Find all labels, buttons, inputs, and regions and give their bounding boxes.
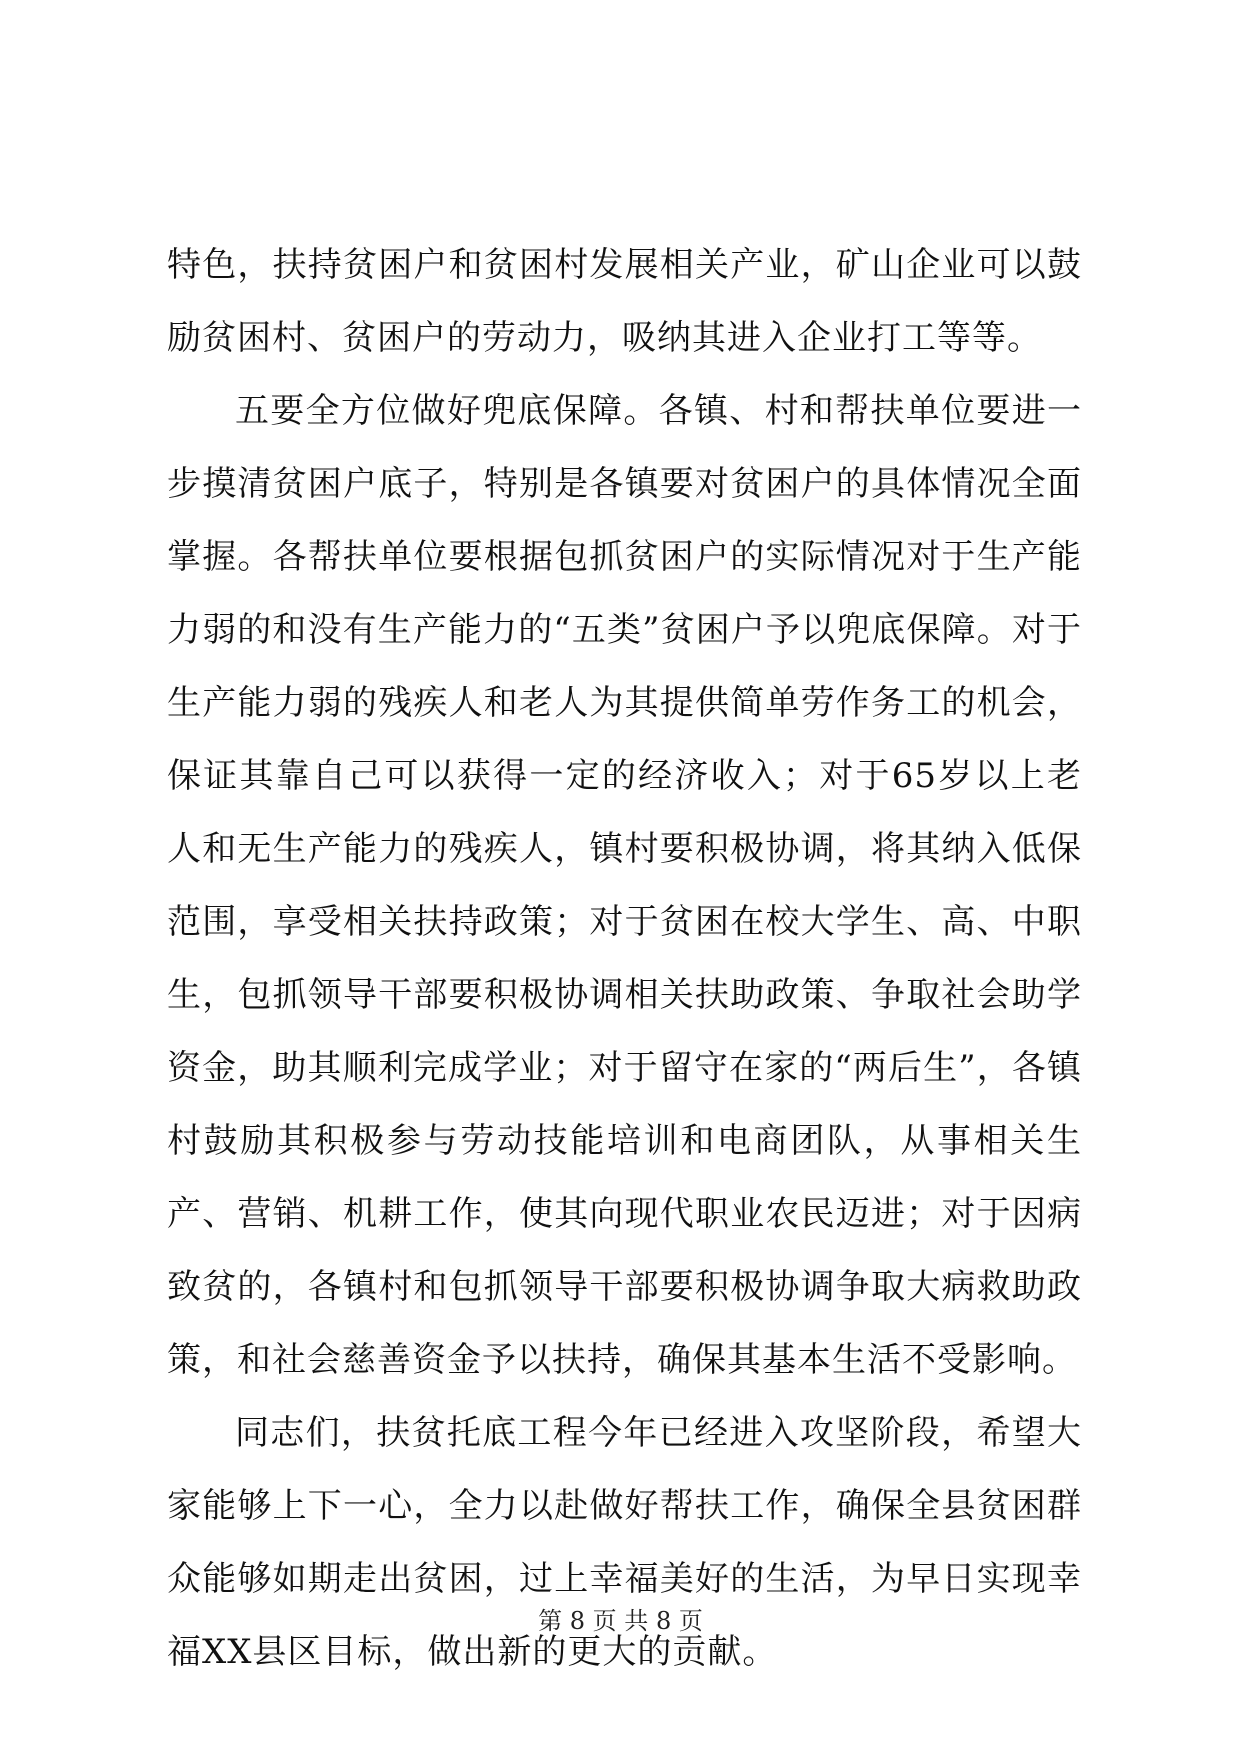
- paragraph-continuation: 特色，扶持贫困户和贫困村发展相关产业，矿山企业可以鼓励贫困村、贫困户的劳动力，吸纳其进入企业打工等等。: [167, 245, 1082, 358]
- paragraph-closing: 同志们，扶贫托底工程今年已经进入攻坚阶段，希望大家能够上下一心，全力以赴做好帮扶工作，确保全县贫困群众能够如期走出贫困，过上幸福美好的生活，为早日实现幸福XX县区目标，做出新的更大的贡献。: [167, 1413, 1082, 1672]
- paragraph-safety-net: 五要全方位做好兜底保障。各镇、村和帮扶单位要进一步摸清贫困户底子，特别是各镇要对贫困户的具体情况全面掌握。各帮扶单位要根据包抓贫困户的实际情况对于生产能力弱的和没有生产能力的“五类”贫困户予以兜底保障。对于生产能力弱的残疾人和老人为其提供简单劳作务工的机会，保证其靠自己可以获得一定的经济收入；对于65岁以上老人和无生产能力的残疾人，镇村要积极协调，将其纳入低保范围，享受相关扶持政策；对于贫困在校大学生、高、中职生，包抓领导干部要积极协调相关扶助政策、争取社会助学资金，助其顺利完成学业；对于留守在家的“两后生”，各镇村鼓励其积极参与劳动技能培训和电商团队，从事相关生产、营销、机耕工作，使其向现代职业农民迈进；对于因病致贫的，各镇村和包抓领导干部要积极协调争取大病救助政策，和社会慈善资金予以扶持，确保其基本生活不受影响。: [167, 391, 1082, 1380]
- page-footer: 第 8 页 共 8 页: [538, 1607, 703, 1635]
- document-body: [167, 229, 1082, 1689]
